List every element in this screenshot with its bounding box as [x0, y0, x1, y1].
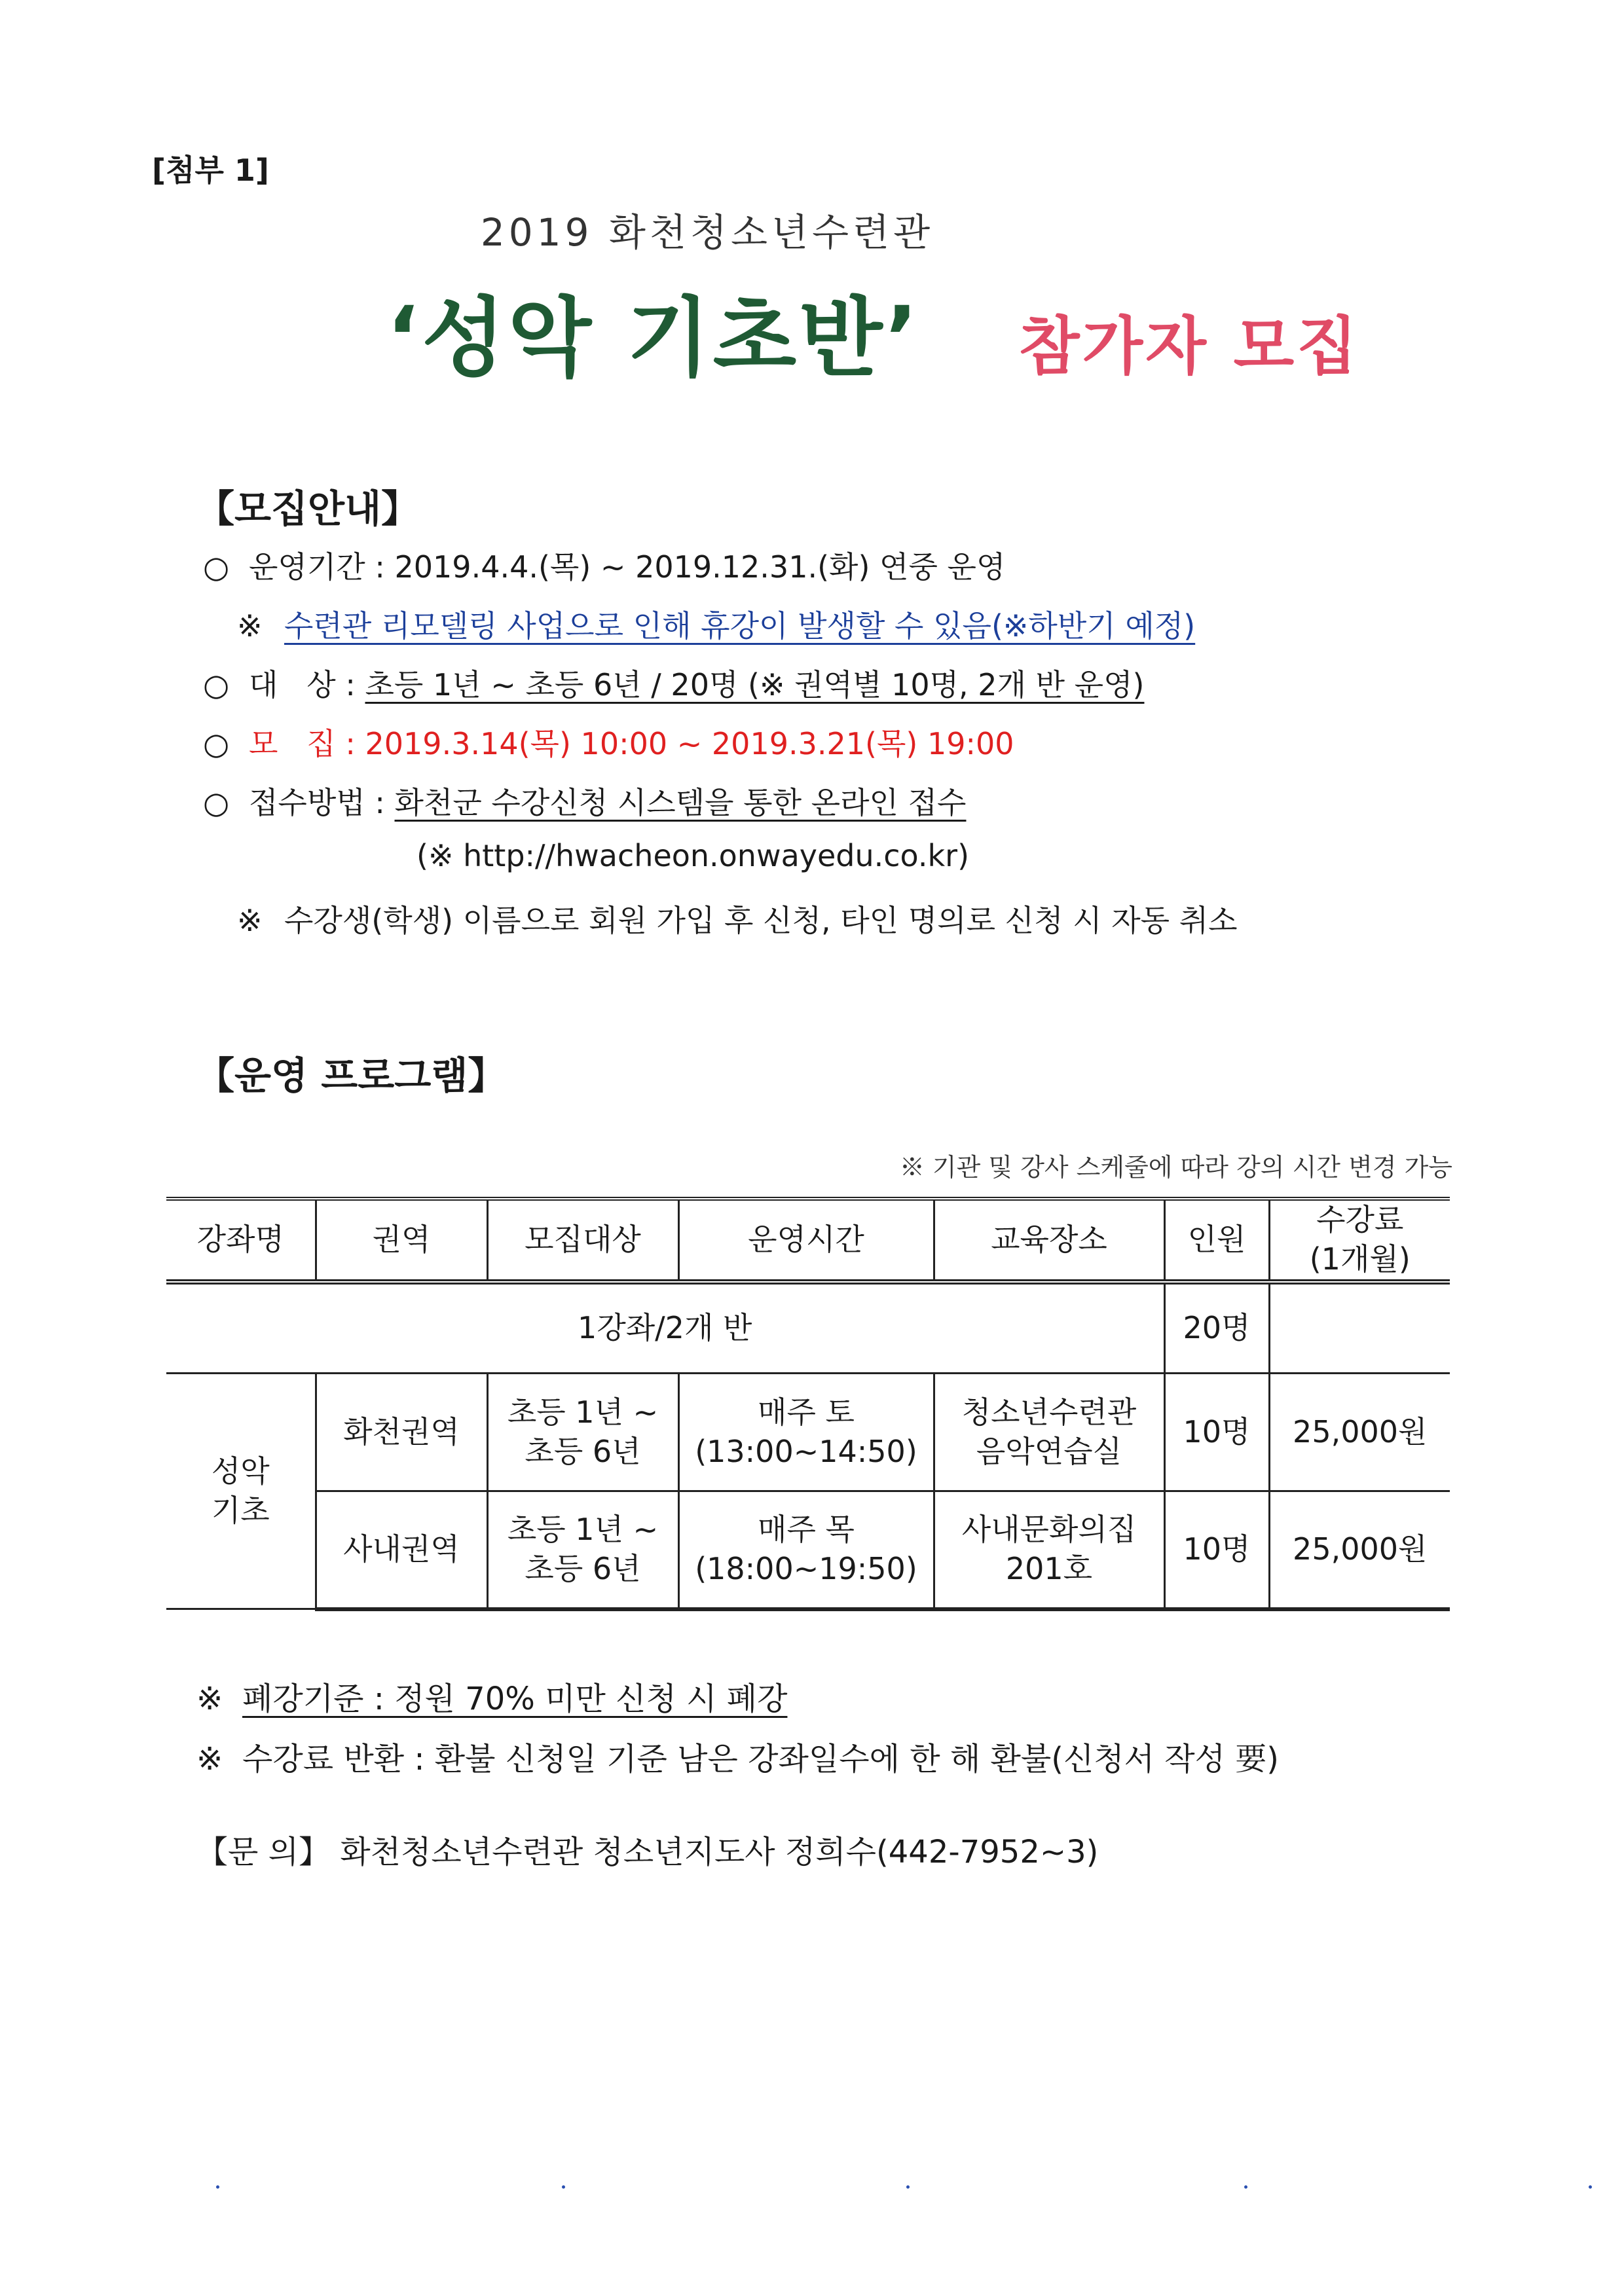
scan-dot	[1589, 2185, 1592, 2189]
document-title	[386, 268, 1360, 393]
recruit-heading: 【모집안내】	[196, 486, 420, 531]
cancel-criteria: ※ 폐강기준 : 정원 70% 미만 신청 시 폐강	[196, 1681, 788, 1717]
header-target: 모집대상	[487, 1199, 678, 1282]
title-program-name: ‘성악 기초반’	[386, 288, 921, 389]
row-fee: 25,000원	[1269, 1491, 1450, 1609]
row-fee: 25,000원	[1269, 1374, 1450, 1491]
row-time: 매주 목 (18:00~19:50)	[678, 1491, 934, 1609]
remodel-notice: ※ 수련관 리모델링 사업으로 인해 휴강이 발생할 수 있음(※하반기 예정)	[237, 608, 1196, 644]
header-course: 강좌명	[166, 1199, 316, 1282]
row-count: 10명	[1164, 1491, 1269, 1609]
course-name: 성악 기초	[166, 1374, 316, 1609]
table-header-row	[166, 1199, 1450, 1282]
row-place: 청소년수련관 음악연습실	[934, 1374, 1164, 1491]
row-target: 초등 1년 ~ 초등 6년	[487, 1374, 678, 1491]
row-place: 사내문화의집 201호	[934, 1491, 1164, 1609]
scan-dot	[216, 2185, 219, 2189]
refund-policy: ※ 수강료 반환 : 환불 신청일 기준 남은 강좌일수에 한 해 환불(신청서 작성 要)	[196, 1741, 1280, 1777]
schedule-change-note: ※ 기관 및 강사 스케줄에 따라 강의 시간 변경 가능	[899, 1153, 1452, 1182]
registration-url[interactable]: (※ http://hwacheon.onwayedu.co.kr)	[416, 838, 970, 873]
recruit-schedule: ○ 모 집 : 2019.3.14(목) 10:00 ~ 2019.3.21(목) 19:00	[203, 726, 1014, 761]
recruit-method: ○ 접수방법 : 화천군 수강신청 시스템을 통한 온라인 접수	[203, 785, 967, 820]
program-table	[166, 1197, 1450, 1611]
header-region: 권역	[316, 1199, 487, 1282]
document-subtitle: 2019 화천청소년수련관	[480, 210, 934, 255]
table-row	[166, 1374, 1450, 1491]
inquiry-contact: 【문 의】 화천청소년수련관 청소년지도사 정희수(442-7952~3)	[196, 1834, 1099, 1870]
table-row	[166, 1491, 1450, 1609]
row-target: 초등 1년 ~ 초등 6년	[487, 1491, 678, 1609]
scan-dot	[906, 2185, 910, 2189]
summary-label: 1강좌/2개 반	[166, 1282, 1164, 1374]
recruit-target: ○ 대 상 : 초등 1년 ~ 초등 6년 / 20명 (※ 권역별 10명, 2개 반 운영)	[203, 667, 1145, 702]
header-place: 교육장소	[934, 1199, 1164, 1282]
summary-fee	[1269, 1282, 1450, 1374]
title-recruit: 참가자 모집	[1018, 310, 1360, 383]
scan-dot	[562, 2185, 565, 2189]
program-heading: 【운영 프로그램】	[196, 1053, 506, 1098]
header-count: 인원	[1164, 1199, 1269, 1282]
row-time: 매주 토 (13:00~14:50)	[678, 1374, 934, 1491]
registration-notice: ※ 수강생(학생) 이름으로 회원 가입 후 신청, 타인 명의로 신청 시 자동 취소	[237, 903, 1238, 938]
header-fee: 수강료 (1개월)	[1269, 1199, 1450, 1282]
table-summary-row	[166, 1282, 1450, 1374]
attachment-label: [첨부 1]	[152, 153, 269, 188]
header-time: 운영시간	[678, 1199, 934, 1282]
summary-count: 20명	[1164, 1282, 1269, 1374]
row-count: 10명	[1164, 1374, 1269, 1491]
scan-dot	[1244, 2185, 1247, 2189]
recruit-period: ○ 운영기간 : 2019.4.4.(목) ~ 2019.12.31.(화) 연중 운영	[203, 549, 1006, 585]
row-region: 사내권역	[316, 1491, 487, 1609]
row-region: 화천권역	[316, 1374, 487, 1491]
